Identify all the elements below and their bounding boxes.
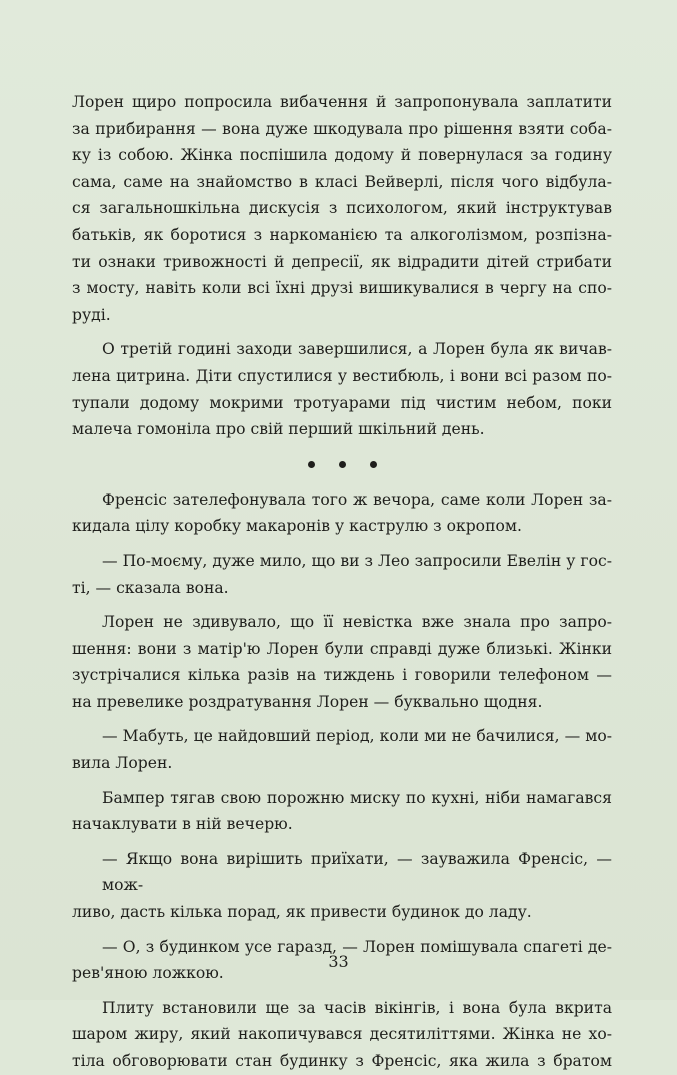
text-line: — Мабуть, це найдовший період, коли ми не бачилися, — мо-: [102, 727, 612, 746]
paragraph: [72, 609, 612, 715]
text-line: — Якщо вона вирішить приїхати, — зауважила Френсіс, — мож-: [102, 849, 612, 895]
text-line: кидала цілу коробку макаронів у каструлю з окропом.: [72, 517, 522, 536]
text-line: ти ознаки тривожності й депресії, як відрадити дітей стрибати: [72, 252, 612, 271]
body-text: [72, 89, 612, 1075]
paragraph: [72, 723, 612, 776]
break-dot: [339, 461, 346, 468]
text-line: вила Лорен.: [72, 754, 173, 773]
text-line: Плиту встановили ще за часів вікінгів, і вона була вкрита: [102, 998, 612, 1017]
section-break: [72, 443, 612, 487]
text-line: Бампер тягав свою порожню миску по кухні, ніби намагався: [102, 788, 612, 807]
paragraph: [72, 336, 612, 442]
text-line: за прибирання — вона дуже шкодувала про рішення взяти соба-: [72, 119, 612, 138]
text-line: Лорен щиро попросила вибачення й запропонувала заплатити: [72, 93, 612, 111]
text-line: ті, — сказала вона.: [72, 578, 229, 597]
text-line: шення: вони з матір'ю Лорен були справді дуже близькі. Жінки: [72, 639, 612, 658]
text-line: Френсіс зателефонувала того ж вечора, саме коли Лорен за-: [102, 490, 612, 509]
paragraph: [72, 89, 612, 328]
text-line: тіла обговорювати стан будинку з Френсіс, яка жила з братом: [72, 1052, 612, 1070]
text-line: на превелике роздратування Лорен — буквально щодня.: [72, 692, 543, 711]
text-line: О третій годині заходи завершилися, а Лорен була як вичав-: [102, 340, 612, 359]
text-line: руді.: [72, 305, 111, 324]
paragraph: [72, 785, 612, 838]
text-line: ку із собою. Жінка поспішила додому й повернулася за годину: [72, 146, 612, 165]
text-line: Лорен не здивувало, що її невістка вже знала про запро-: [102, 613, 612, 632]
paragraph: [72, 487, 612, 540]
text-line: шаром жиру, який накопичувався десятиліттями. Жінка не хо-: [72, 1025, 612, 1044]
text-line: з мосту, навіть коли всі їхні друзі вишикувалися в чергу на спо-: [72, 279, 612, 298]
text-line: — По-моєму, дуже мило, що ви з Лео запросили Евелін у гос-: [102, 551, 612, 570]
text-line: ливо, дасть кілька порад, як привести будинок до ладу.: [72, 903, 532, 922]
text-line: сама, саме на знайомство в класі Вейверлі, після чого відбула-: [72, 172, 612, 191]
paragraph: [72, 846, 612, 926]
text-line: начаклувати в ній вечерю.: [72, 815, 293, 834]
break-dot: [370, 461, 377, 468]
text-line: ся загальношкільна дискусія з психологом, який інструктував: [72, 199, 612, 218]
break-dot: [308, 461, 315, 468]
paragraph: [72, 548, 612, 601]
text-line: рев'яною ложкою.: [72, 964, 224, 983]
text-line: малеча гомоніла про свій перший шкільний день.: [72, 420, 485, 439]
page-number: 33: [328, 952, 349, 971]
text-line: лена цитрина. Діти спустилися у вестибюль, і вони всі разом по-: [72, 366, 612, 385]
text-line: тупали додому мокрими тротуарами під чистим небом, поки: [72, 393, 612, 412]
text-line: зустрічалися кілька разів на тиждень і говорили телефоном —: [72, 666, 612, 685]
text-line: батьків, як боротися з наркоманією та алкоголізмом, розпізна-: [72, 225, 612, 244]
text-line: — О, з будинком усе гаразд, — Лорен помішувала спагеті де-: [102, 937, 612, 956]
paragraph: [72, 995, 612, 1075]
